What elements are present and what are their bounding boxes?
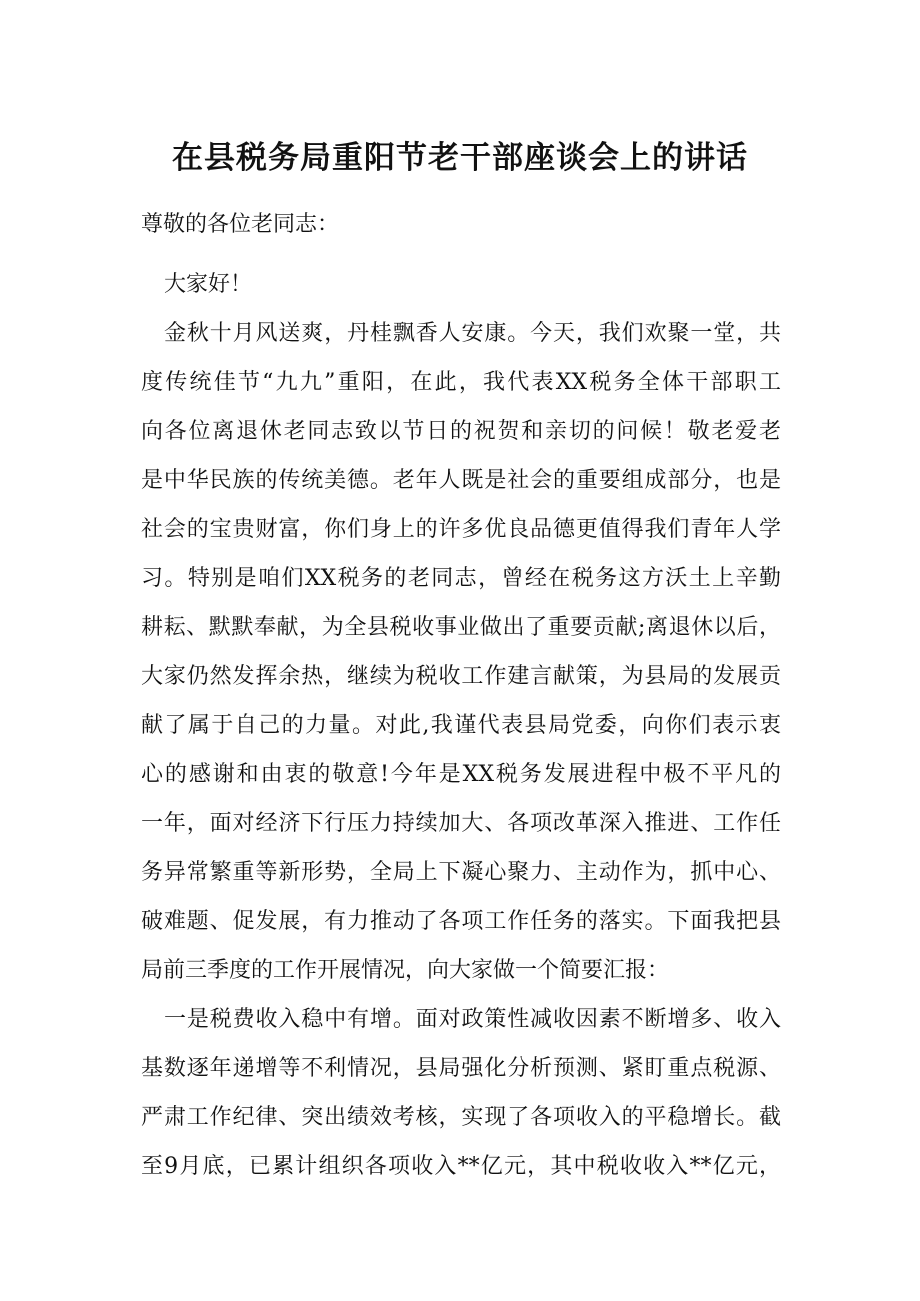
body-line: 是中华民族的传统美德。老年人既是社会的重要组成部分，也是 [141, 468, 781, 493]
body-line: 社会的宝贵财富，你们身上的许多优良品德更值得我们青年人学 [141, 517, 781, 542]
greeting: 大家好！ [164, 272, 253, 297]
body-line: 耕耘、默默奉献，为全县税收事业做出了重要贡献;离退休以后， [141, 615, 781, 640]
body-line: 一年，面对经济下行压力持续加大、各项改革深入推进、工作任 [141, 811, 781, 836]
body-line: 破难题、促发展，有力推动了各项工作任务的落实。下面我把县 [141, 909, 781, 934]
body-line: 习。特别是咱们XX税务的老同志，曾经在税务这方沃土上辛勤 [141, 566, 781, 591]
body-line: 务异常繁重等新形势，全局上下凝心聚力、主动作为，抓中心、 [141, 860, 781, 885]
salutation: 尊敬的各位老同志： [141, 212, 340, 237]
body-line: 局前三季度的工作开展情况，向大家做一个简要汇报： [141, 958, 670, 983]
body-line: 心的感谢和由衷的敬意!今年是XX税务发展进程中极不平凡的 [141, 762, 781, 787]
document-title: 在县税务局重阳节老干部座谈会上的讲话 [172, 140, 748, 176]
body-line: 严肃工作纪律、突出绩效考核，实现了各项收入的平稳增长。截 [141, 1105, 781, 1130]
body-line: 金秋十月风送爽，丹桂飘香人安康。今天，我们欢聚一堂，共 [164, 321, 781, 346]
body-line: 至9月底，已累计组织各项收入**亿元，其中税收收入**亿元， [141, 1154, 781, 1179]
body-line: 基数逐年递增等不利情况，县局强化分析预测、紧盯重点税源、 [141, 1056, 781, 1081]
body-line: 一是税费收入稳中有增。面对政策性减收因素不断增多、收入 [164, 1007, 781, 1032]
body-line: 向各位离退休老同志致以节日的祝贺和亲切的问候！敬老爱老 [141, 419, 781, 444]
body-line: 大家仍然发挥余热，继续为税收工作建言献策，为县局的发展贡 [141, 664, 781, 689]
body-line: 献了属于自己的力量。对此,我谨代表县局党委，向你们表示衷 [141, 713, 781, 738]
body-line: 度传统佳节“九九”重阳，在此，我代表XX税务全体干部职工 [141, 370, 781, 395]
